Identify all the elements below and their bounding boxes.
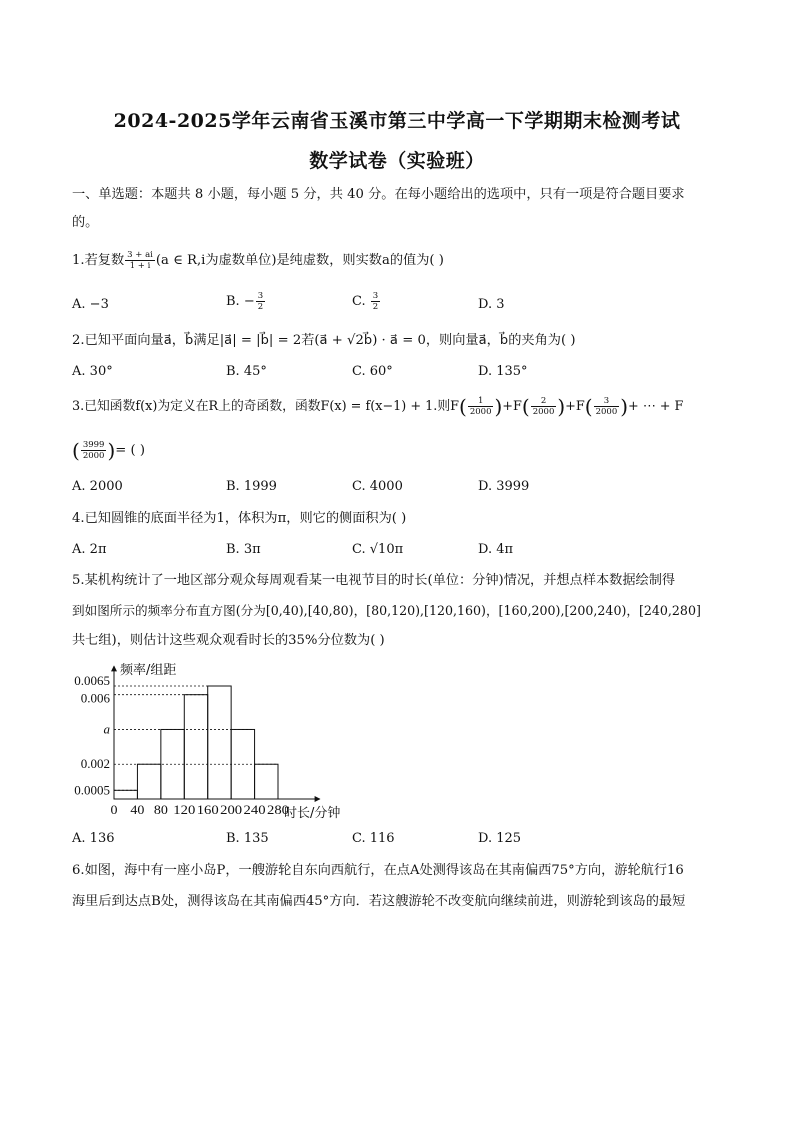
q3-option-b[interactable] bbox=[226, 479, 277, 494]
question-6-line1: 6.如图，海中有一座小岛P，一艘游轮自东向西航行，在点A处测得该岛在其南偏西75°方向，游轮航行16 bbox=[72, 863, 684, 878]
q5-option-d[interactable] bbox=[478, 831, 521, 846]
option-value: 4000 bbox=[369, 479, 403, 494]
frac-denominator: 2000 bbox=[82, 451, 105, 461]
option-value: 116 bbox=[369, 831, 395, 846]
option-value: 136 bbox=[89, 831, 115, 846]
option-label: D. bbox=[478, 297, 493, 312]
section-instructions-line2: 的。 bbox=[72, 215, 99, 230]
frac-denominator: 2 bbox=[257, 302, 264, 312]
q2-option-c[interactable] bbox=[352, 364, 393, 379]
option-value: 2π bbox=[89, 542, 107, 557]
q3-plus-2: +F bbox=[565, 399, 585, 414]
q4-option-c[interactable] bbox=[352, 542, 403, 557]
q3-tail: + ⋯ + F bbox=[628, 399, 684, 414]
option-label: C. bbox=[352, 831, 366, 846]
q3-option-d[interactable] bbox=[478, 479, 529, 494]
histogram-bar bbox=[184, 695, 207, 799]
option-value: 1999 bbox=[243, 479, 277, 494]
frequency-histogram bbox=[66, 660, 366, 825]
q1-option-d[interactable] bbox=[478, 297, 505, 312]
option-value: 4π bbox=[496, 542, 514, 557]
q1-option-c[interactable] bbox=[352, 291, 381, 312]
option-label: D. bbox=[478, 364, 493, 379]
x-axis-title: 时长/分钟 bbox=[284, 806, 341, 821]
q3-frac-1 bbox=[468, 396, 494, 417]
x-tick-label: 40 bbox=[130, 803, 145, 817]
option-label: A. bbox=[72, 831, 86, 846]
option-label: D. bbox=[478, 831, 493, 846]
histogram-bar bbox=[114, 790, 137, 799]
q5-option-b[interactable] bbox=[226, 831, 269, 846]
histogram-bar bbox=[161, 729, 184, 799]
option-label: A. bbox=[72, 364, 86, 379]
frac-denominator: 2000 bbox=[532, 407, 555, 417]
frac-numerator: 3 bbox=[594, 396, 620, 407]
y-tick-label: a bbox=[103, 721, 110, 737]
x-tick-label: 0 bbox=[110, 803, 118, 817]
question-5-line3: 共七组)，则估计这些观众观看时长的35%分位数为( ) bbox=[72, 633, 385, 648]
q3-line2-tail: = ( ) bbox=[115, 443, 145, 458]
option-label: B. bbox=[226, 831, 240, 846]
q2-option-b[interactable] bbox=[226, 364, 267, 379]
frac-numerator: 1 bbox=[468, 396, 494, 407]
option-value: 3 bbox=[496, 297, 505, 312]
question-2: 2.已知平面向量a⃗，b⃗满足|a⃗| = |b⃗| = 2若(a⃗ + √2b⃗) · a⃗ = 0，则向量a⃗，b⃗的夹角为( ) bbox=[72, 333, 576, 348]
option-label: B. bbox=[226, 294, 240, 309]
q1-suffix: (a ∈ R,i为虚数单位)是纯虚数，则实数a的值为( ) bbox=[155, 253, 444, 268]
option-value: 30° bbox=[89, 364, 113, 379]
frac-denominator: 2 bbox=[372, 302, 379, 312]
frac-numerator: 3 bbox=[372, 291, 379, 301]
option-label: D. bbox=[478, 479, 493, 494]
x-tick-label: 200 bbox=[220, 803, 243, 817]
question-5-line1: 5.某机构统计了一地区部分观众每周观看某一电视节目的时长(单位：分钟)情况，并想点样本数据绘制得 bbox=[72, 573, 676, 588]
frac-denominator: 2000 bbox=[469, 407, 492, 417]
q5-option-c[interactable] bbox=[352, 831, 395, 846]
q3-plus-1: +F bbox=[502, 399, 522, 414]
q1-frac-denominator: 1 + i bbox=[129, 261, 151, 271]
q3-frac-2 bbox=[531, 396, 557, 417]
exam-title-line2: 数学试卷（实验班） bbox=[309, 150, 485, 172]
option-label: D. bbox=[478, 542, 493, 557]
option-value: 135 bbox=[243, 831, 269, 846]
q1-prefix: 1.若复数 bbox=[72, 253, 125, 268]
frac-denominator: 2000 bbox=[595, 407, 618, 417]
x-tick-label: 160 bbox=[196, 803, 219, 817]
question-3-line2: ( $\frac{3999}{2000}$ )= ( ) bbox=[72, 438, 145, 463]
q1-fraction bbox=[125, 250, 155, 271]
question-5-line2: 到如图所示的频率分布直方图(分为[0,40),[40,80)，[80,120),[120,160)，[160,200),[200,240)，[240,280] bbox=[72, 603, 701, 618]
frac-numerator: 3 bbox=[257, 291, 264, 301]
question-4: 4.已知圆锥的底面半径为1，体积为π，则它的侧面积为( ) bbox=[72, 511, 407, 526]
option-label: A. bbox=[72, 297, 86, 312]
q1-frac-numerator: 3 + ai bbox=[127, 250, 153, 260]
option-fraction bbox=[256, 291, 265, 312]
option-label: C. bbox=[352, 294, 366, 309]
x-tick-label: 80 bbox=[153, 803, 168, 817]
option-value: 2000 bbox=[89, 479, 123, 494]
question-3-line1: 3.已知函数f(x)为定义在R上的奇函数，函数F(x) = f(x−1) + 1.则F( $\frac{1}{2000}$ )+F( $\frac{2}{2000}$ )+F( $\frac{3}{2000}$ )+ ⋯ + F bbox=[72, 394, 684, 419]
q4-option-d[interactable] bbox=[478, 542, 513, 557]
option-label: B. bbox=[226, 542, 240, 557]
option-label: A. bbox=[72, 542, 86, 557]
option-value: 3999 bbox=[496, 479, 530, 494]
q2-option-d[interactable] bbox=[478, 364, 528, 379]
option-label: C. bbox=[352, 479, 366, 494]
option-value: 135° bbox=[496, 364, 528, 379]
exam-title-line1: 2024-2025学年云南省玉溪市第三中学高一下学期期末检测考试 bbox=[113, 110, 681, 132]
q4-option-b[interactable] bbox=[226, 542, 261, 557]
q3-frac-4 bbox=[81, 440, 107, 461]
option-sign: − bbox=[243, 294, 255, 309]
option-value: −3 bbox=[89, 297, 109, 312]
option-label: B. bbox=[226, 479, 240, 494]
option-label: A. bbox=[72, 479, 86, 494]
option-value: √10π bbox=[369, 542, 404, 557]
x-tick-label: 240 bbox=[243, 803, 266, 817]
x-tick-label: 280 bbox=[267, 803, 289, 817]
q5-option-a[interactable] bbox=[72, 831, 115, 846]
q1-option-b[interactable] bbox=[226, 291, 266, 312]
option-fraction bbox=[371, 291, 380, 312]
option-label: C. bbox=[352, 364, 366, 379]
option-value: 60° bbox=[369, 364, 393, 379]
q3-frac-3 bbox=[594, 396, 620, 417]
section-instructions-line1: 一、单选题：本题共 8 小题，每小题 5 分，共 40 分。在每小题给出的选项中，只有一项是符合题目要求 bbox=[72, 187, 685, 202]
option-label: B. bbox=[226, 364, 240, 379]
q1-option-a[interactable] bbox=[72, 297, 109, 312]
y-tick-label: 0.0065 bbox=[74, 673, 110, 688]
frac-numerator: 3999 bbox=[82, 440, 105, 450]
option-value: 125 bbox=[496, 831, 522, 846]
y-tick-label: 0.006 bbox=[80, 690, 110, 706]
y-tick-label: 0.002 bbox=[80, 756, 110, 772]
q3-option-a[interactable] bbox=[72, 479, 123, 494]
question-6-line2: 海里后到达点B处，测得该岛在其南偏西45°方向．若这艘游轮不改变航向继续前进，则游轮到该岛的最短 bbox=[72, 894, 686, 909]
histogram-bar bbox=[208, 686, 231, 799]
histogram-bar bbox=[137, 764, 160, 799]
q3-option-c[interactable] bbox=[352, 479, 403, 494]
frac-numerator: 2 bbox=[531, 396, 557, 407]
option-label: C. bbox=[352, 542, 366, 557]
q4-option-a[interactable] bbox=[72, 542, 107, 557]
y-tick-label: 0.0005 bbox=[74, 782, 110, 798]
q2-option-a[interactable] bbox=[72, 364, 113, 379]
option-value: 45° bbox=[243, 364, 267, 379]
x-tick-label: 120 bbox=[173, 803, 196, 817]
y-axis-title: 频率/组距 bbox=[120, 663, 177, 678]
histogram-bar bbox=[255, 764, 278, 799]
option-value: 3π bbox=[243, 542, 261, 557]
q3-text: 3.已知函数f(x)为定义在R上的奇函数，函数F(x) = f(x−1) + 1.则F bbox=[72, 399, 460, 414]
question-1 bbox=[72, 250, 444, 271]
